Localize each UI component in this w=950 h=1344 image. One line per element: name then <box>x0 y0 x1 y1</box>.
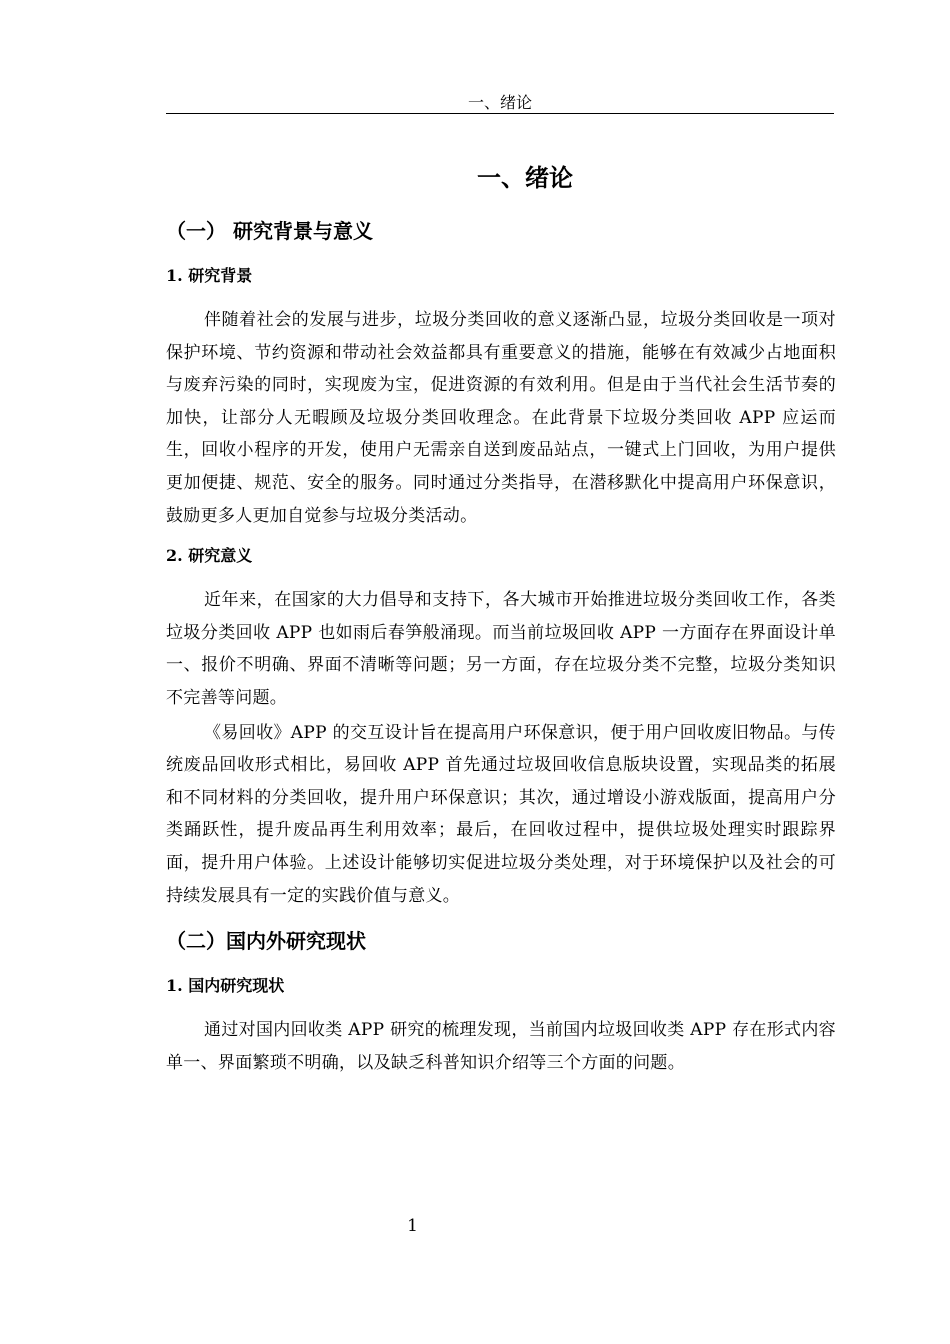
section-heading-background-significance: （一） 研究背景与意义 <box>166 219 373 243</box>
subsection-heading-research-background: 1. 研究背景 <box>166 266 253 285</box>
running-header: 一、绪论 <box>467 93 532 112</box>
subsection-heading-domestic-status: 1. 国内研究现状 <box>166 976 285 996</box>
section-heading-research-status: （二）国内外研究现状 <box>166 929 366 954</box>
paragraph-research-significance-1: 近年来，在国家的大力倡导和支持下，各大城市开始推进垃圾分类回收工作，各类垃圾分类回收 APP 也如雨后春笋般涌现。而当前垃圾回收 APP 一方面存在界面设计单一、报价不明确、界面不清晰等问题；另一方面，存在垃圾分类不完整，垃圾分类知识不完善等问题。 <box>166 590 836 708</box>
page-number: 1 <box>407 1216 418 1236</box>
page-body <box>166 158 836 1091</box>
paragraph-research-background: 伴随着社会的发展与进步，垃圾分类回收的意义逐渐凸显，垃圾分类回收是一项对保护环境、节约资源和带动社会效益都具有重要意义的措施，能够在有效减少占地面积与废弃污染的同时，实现废为宝，促进资源的有效利用。但是由于当代社会生活节奏的加快，让部分人无暇顾及垃圾分类回收理念。在此背景下垃圾分类回收 APP 应运而生，回收小程序的开发，使用户无需亲自送到废品站点，一键式上门回收，为用户提供更加便捷、规范、安全的服务。同时通过分类指导，在潜移默化中提高用户环保意识，鼓励更多人更加自觉参与垃圾分类活动。 <box>166 310 836 526</box>
paragraph-domestic-status: 通过对国内回收类 APP 研究的梳理发现，当前国内垃圾回收类 APP 存在形式内容单一、界面繁琐不明确，以及缺乏科普知识介绍等三个方面的问题。 <box>166 1020 836 1073</box>
subsection-heading-research-significance: 2. 研究意义 <box>166 546 253 566</box>
chapter-title: 一、绪论 <box>477 163 573 192</box>
paragraph-research-significance-2: 《易回收》APP 的交互设计旨在提高用户环保意识，便于用户回收废旧物品。与传统废品回收形式相比，易回收 APP 首先通过垃圾回收信息版块设置，实现品类的拓展和不同材料的分类回收，提升用户环保意识；其次，通过增设小游戏版面，提高用户分类踊跃性，提升废品再生利用效率；最后，在回收过程中，提供垃圾处理实时跟踪界面，提升用户体验。上述设计能够切实促进垃圾分类处理，对于环境保护以及社会的可持续发展具有一定的实践价值与意义。 <box>166 722 836 906</box>
header-rule <box>166 113 834 114</box>
